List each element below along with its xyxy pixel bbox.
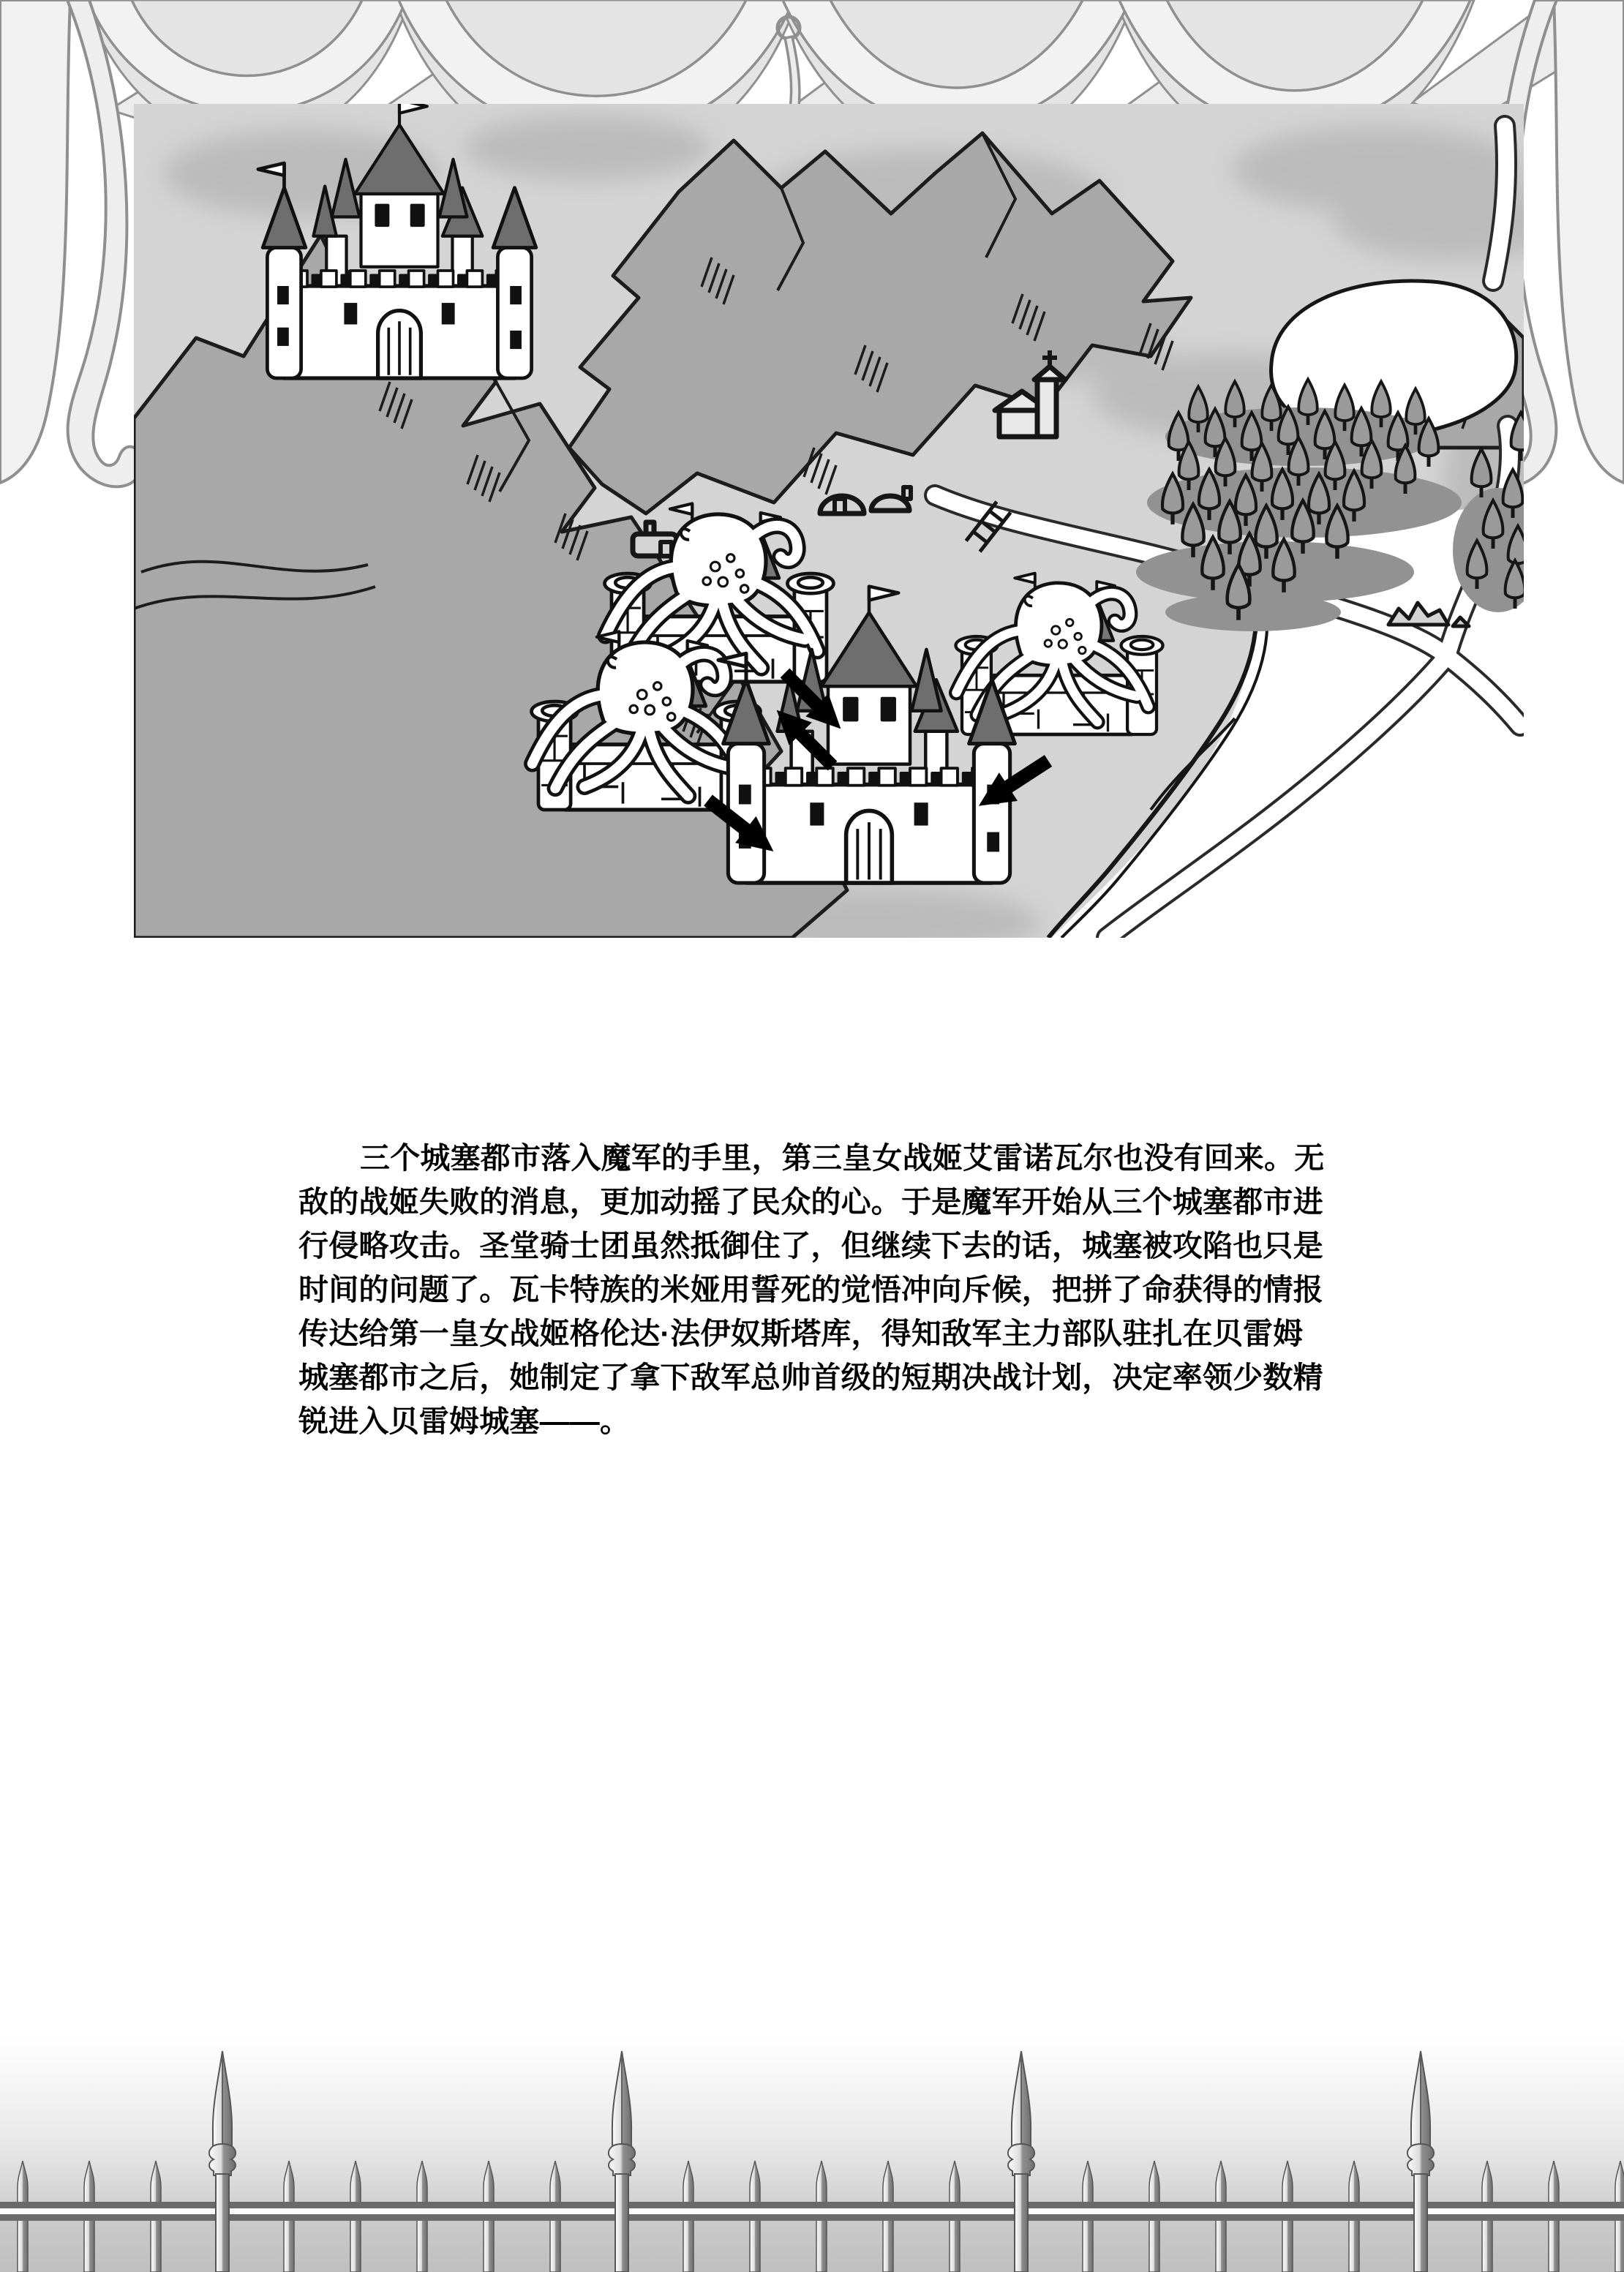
fence-decoration [0,2038,1624,2272]
story-line: 行侵略攻击。圣堂骑士团虽然抵御住了，但继续下去的话，城塞被攻陷也只是 [298,1229,1323,1263]
story-line: 锐进入贝雷姆城塞——。 [298,1404,631,1438]
curtain-left-drape [0,0,141,486]
story-text [298,1136,1330,1443]
story-line: 三个城塞都市落入魔军的手里，第三皇女战姬艾雷诺瓦尔也没有回来。无 [360,1141,1325,1175]
map-illustration [134,104,1524,938]
story-line: 时间的问题了。瓦卡特族的米娅用誓死的觉悟冲向斥候，把拼了命获得的情报 [298,1273,1323,1306]
story-line: 敌的战姬失败的消息，更加动摇了民众的心。于是魔军开始从三个城塞都市进 [298,1185,1323,1219]
fence-rail [0,2202,1624,2221]
story-line: 城塞都市之后，她制定了拿下敌军总帅首级的短期决战计划，决定率领少数精 [298,1361,1323,1394]
story-line: 传达给第一皇女战姬格伦达·法伊奴斯塔库，得知敌军主力部队驻扎在贝雷姆 [298,1317,1304,1350]
bottom-border [0,2038,1624,2272]
